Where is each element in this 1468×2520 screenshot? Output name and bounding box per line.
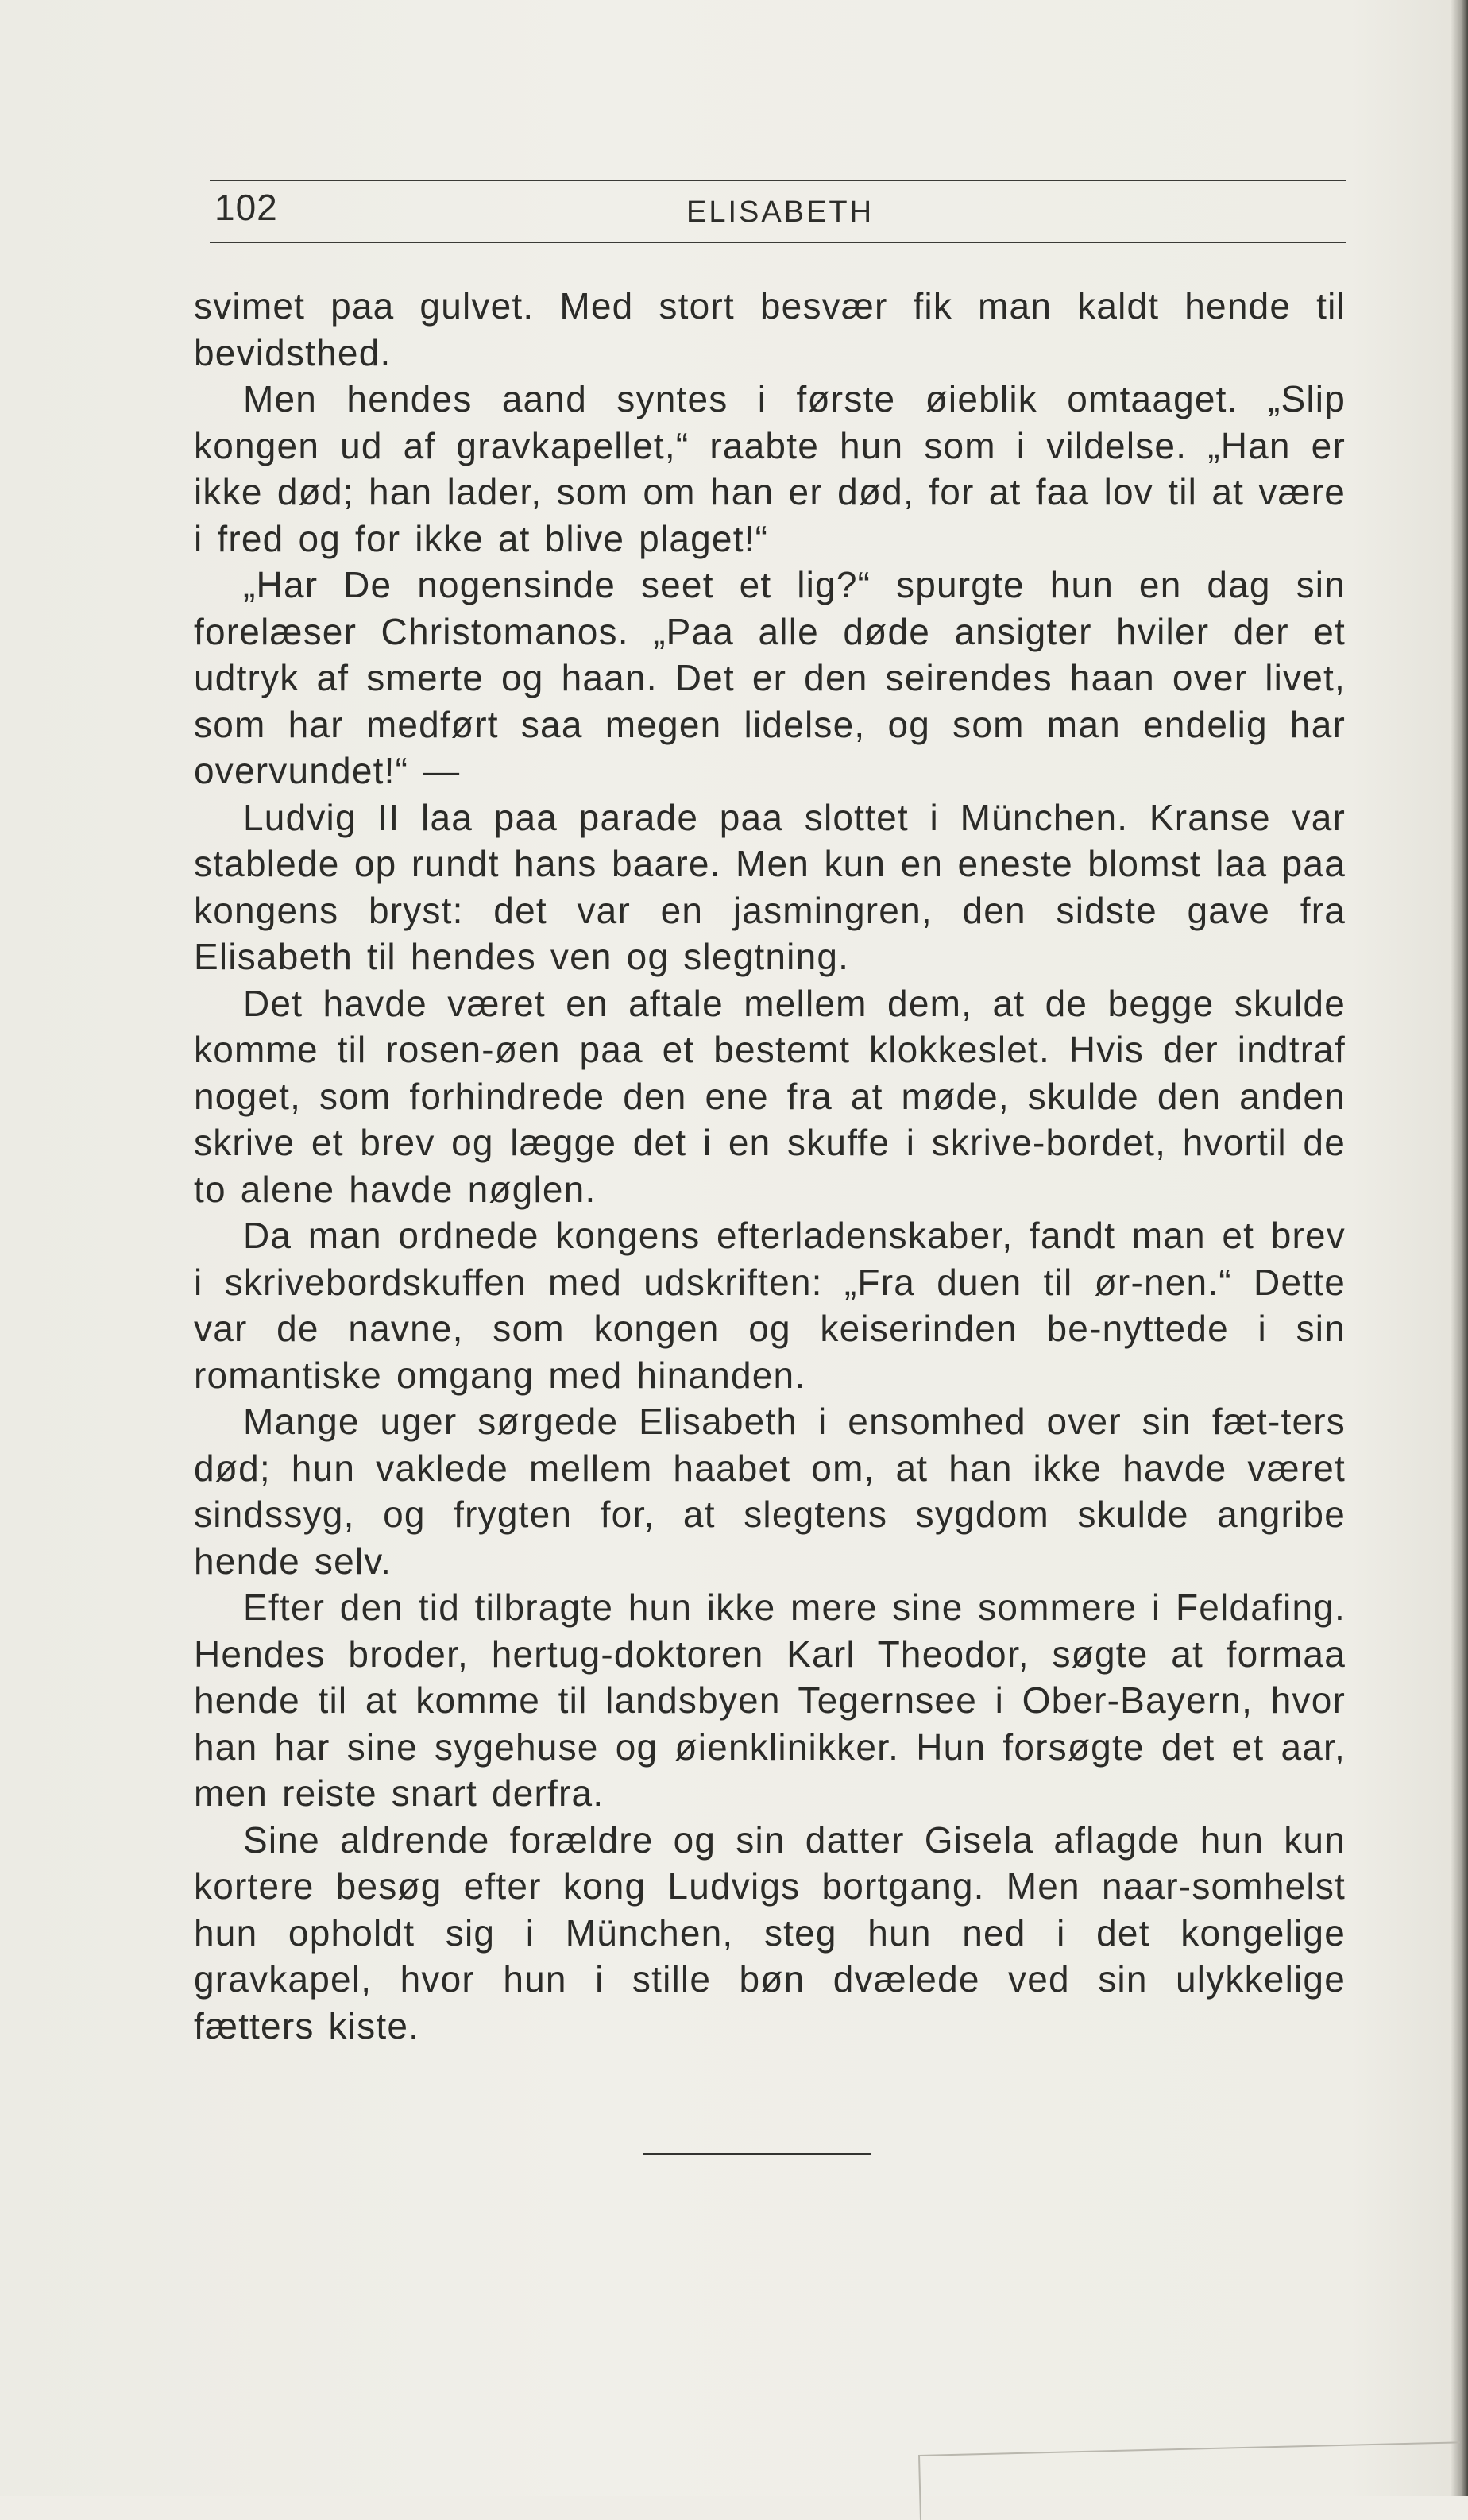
paragraph: svimet paa gulvet. Med stort besvær fik man kaldt hende til bevidsthed.: [194, 285, 1346, 373]
paragraph: Sine aldrende forældre og sin datter Gisela aflagde hun kun kortere besøg efter kong Ludvigs bortgang. Men naar-somhelst hun opholdt sig i München, steg hun ned i det kongelige gravkapel, hvor hun i stille bøn dvælede ved sin ulykkelige fætters kiste.: [194, 1818, 1346, 2047]
paragraph: Efter den tid tilbragte hun ikke mere sine sommere i Feldafing. Hendes broder, hertug-doktoren Karl Theodor, søgte at formaa hende til at komme til landsbyen Tegernsee i Ober-Bayern, hvor han har sine sygehuse og øienklinikker. Hun forsøgte det et aar, men reiste snart derfra.: [194, 1587, 1346, 1814]
paragraph: „Har De nogensinde seet et lig?“ spurgte hun en dag sin forelæser Christomanos. „Paa alle døde ansigter hviler der et udtryk af smerte og haan. Det er den seirendes haan over livet, som har medført saa megen lidelse, og som man endelig har overvundet!“ —: [194, 564, 1346, 791]
header-top-rule: [210, 180, 1346, 181]
paragraph: Ludvig II laa paa parade paa slottet i München. Kranse var stablede op rundt hans baare. Men kun en eneste blomst laa paa kongens bryst: det var en jasmingren, den sidste gave fra Elisabeth til hendes ven og slegtning.: [194, 796, 1346, 977]
paragraph: Da man ordnede kongens efterladenskaber, fandt man et brev i skrivebordskuffen med udskriften: „Fra duen til ør-nen.“ Dette var de navne, som kongen og keiserinden be-nyttede i sin romantiske omgang med hinanden.: [194, 1215, 1346, 1396]
page-number: 102: [214, 187, 278, 228]
chapter-end-rule: [643, 2153, 871, 2155]
paragraph: Men hendes aand syntes i første øieblik omtaaget. „Slip kongen ud af gravkapellet,“ raabte hun som i vildelse. „Han er ikke død; han lader, som om han er død, for at faa lov til at være i fred og for ikke at blive plaget!“: [194, 378, 1346, 559]
header-bottom-rule: [210, 242, 1346, 243]
running-header: [210, 180, 1346, 246]
scan-corner-mark: [918, 2441, 1462, 2520]
page-edge-shadow: [1451, 0, 1468, 2496]
running-title: ELISABETH: [686, 195, 875, 229]
paragraph: Det havde været en aftale mellem dem, at de begge skulde komme til rosen-øen paa et bestemt klokkeslet. Hvis der indtraf noget, som forhindrede den ene fra at møde, skulde den anden skrive et brev og lægge det i en skuffe i skrive-bordet, hvortil de to alene havde nøglen.: [194, 982, 1346, 1210]
paragraph: Mange uger sørgede Elisabeth i ensomhed over sin fæt-ters død; hun vaklede mellem haabet om, at han ikke havde været sindssyg, og frygten for, at slegtens sygdom skulde angribe hende selv.: [194, 1401, 1346, 1582]
body-text: [194, 283, 1346, 2049]
